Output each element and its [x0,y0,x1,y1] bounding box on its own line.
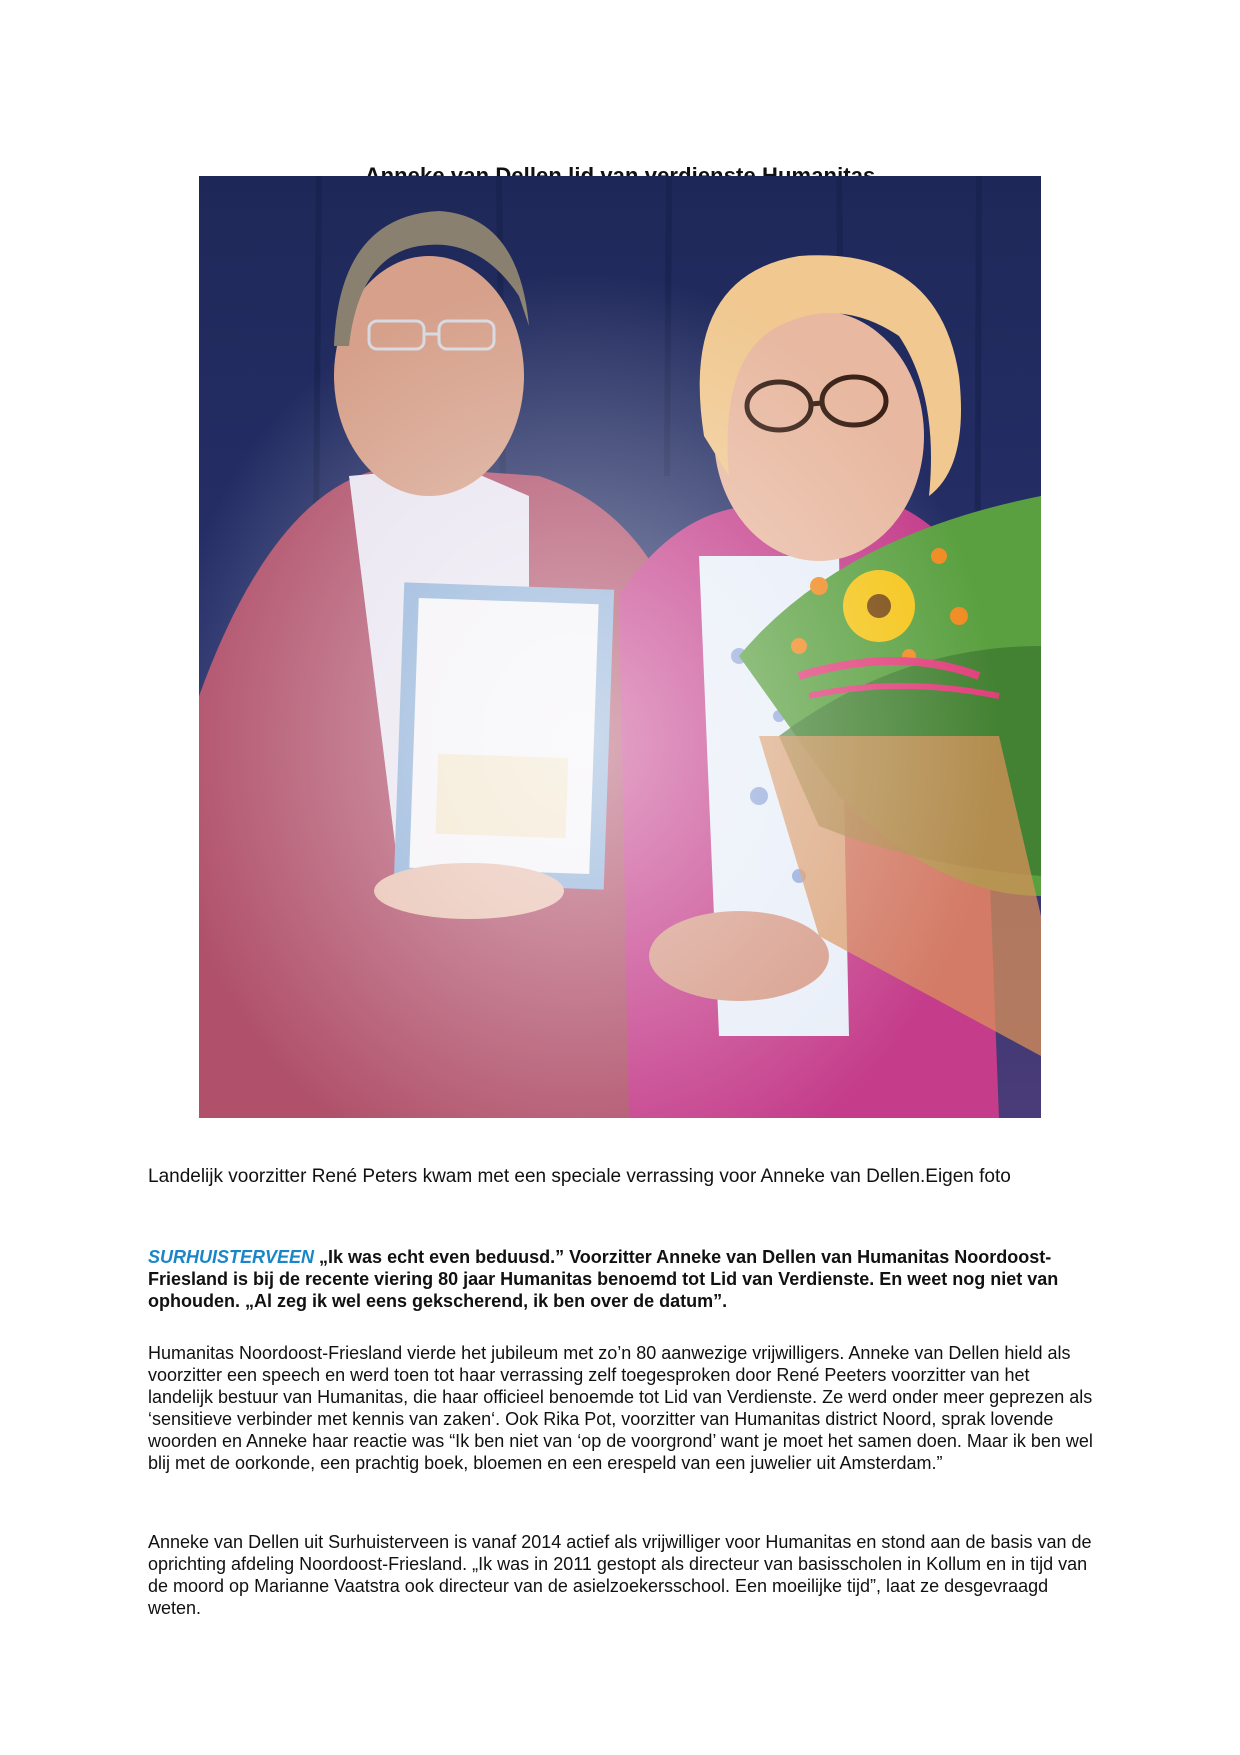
article-lead [148,1246,1093,1312]
body-paragraph-2: Anneke van Dellen uit Surhuisterveen is vanaf 2014 actief als vrijwilliger voor Humanitas en stond aan de basis van de oprichting afdeling Noordoost-Friesland. „Ik was in 2011 gestopt als directeur van basisscholen in Kollum en in tijd van de moord op Marianne Vaatstra ook directeur van de asielzoekersschool. Een moeilijke tijd”, laat ze desgevraagd weten. [148,1532,1092,1618]
article-photo [199,176,1041,1118]
body-paragraph-1: Humanitas Noordoost-Friesland vierde het jubileum met zo’n 80 aanwezige vrijwilligers. Anneke van Dellen hield als voorzitter een speech en werd toen tot haar verrassing zelf toegesproken door René Peeters voorzitter van het landelijk bestuur van Humanitas, die haar officieel benoemde tot Lid van Verdienste. Ze werd onder meer geprezen als ‘sensitieve verbinder met kennis van zaken‘. Ook Rika Pot, voorzitter van Humanitas district Noord, sprak lovende woorden en Anneke haar reactie was “Ik ben niet van ‘op de voorgrond’ want je moet het samen doen. Maar ik ben wel blij met de oorkonde, een prachtig boek, bloemen en een erespeld van een juwelier uit Amsterdam.” [148,1343,1093,1473]
photo-caption: Landelijk voorzitter René Peters kwam met een speciale verrassing voor Anneke van Dellen.Eigen foto [148,1166,1011,1187]
lead-text: „Ik was echt even beduusd.” Voorzitter Anneke van Dellen van Humanitas Noordoost-Friesland is bij de recente viering 80 jaar Humanitas benoemd tot Lid van Verdienste. En weet nog niet van ophouden. „Al zeg ik wel eens gekscherend, ik ben over de datum”. [148,1247,1059,1311]
dateline: SURHUISTERVEEN [148,1247,315,1267]
photo-illustration [199,176,1041,1118]
